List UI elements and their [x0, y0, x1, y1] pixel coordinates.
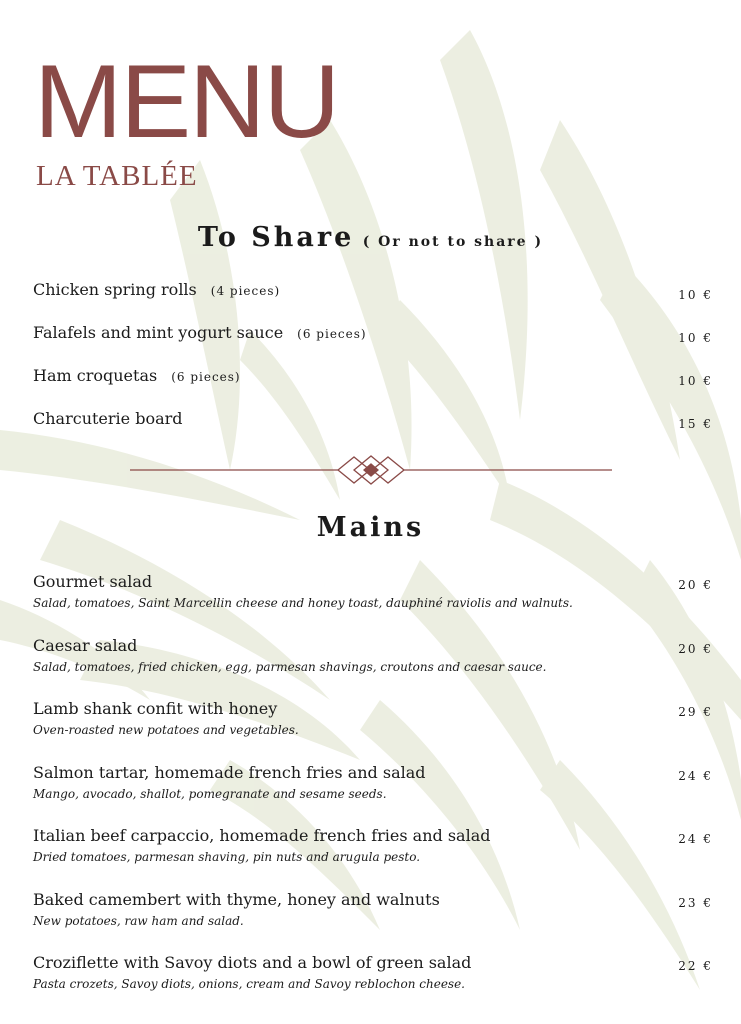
- main-item: [33, 636, 713, 700]
- main-item-name: Baked camembert with thyme, honey and walnuts: [33, 889, 440, 909]
- section-divider: [130, 455, 612, 485]
- share-item-qty: (4 pieces): [210, 284, 281, 298]
- main-item-price: 24 €: [678, 768, 713, 783]
- main-item-description: New potatoes, raw ham and salad.: [33, 913, 244, 928]
- mains-list: [33, 572, 713, 1017]
- mains-title: Mains: [316, 512, 425, 543]
- main-item: [33, 572, 713, 636]
- mains-heading: [0, 512, 741, 543]
- main-item-description: Salad, tomatoes, Saint Marcellin cheese and honey toast, dauphiné raviolis and walnuts.: [33, 596, 573, 610]
- main-item-name: Gourmet salad: [33, 572, 153, 591]
- to-share-heading: [0, 222, 741, 253]
- main-item-description: Oven-roasted new potatoes and vegetables.: [33, 723, 299, 737]
- to-share-list: [33, 280, 713, 452]
- share-item-name: Falafels and mint yogurt sauce: [33, 323, 284, 342]
- share-item-price: 10 €: [678, 331, 713, 345]
- share-item-price: 10 €: [678, 288, 713, 302]
- main-item-name: Salmon tartar, homemade french fries and salad: [33, 762, 426, 782]
- main-item: [33, 763, 713, 827]
- main-item-name: Caesar salad: [33, 635, 138, 655]
- main-item: [33, 953, 713, 1017]
- main-item-description: Pasta crozets, Savoy diots, onions, cream and Savoy reblochon cheese.: [33, 977, 465, 991]
- main-item-name: Italian beef carpaccio, homemade french fries and salad: [33, 826, 491, 845]
- restaurant-name: LA TABLÉE: [36, 160, 198, 192]
- diamond-ornament-icon: [338, 456, 404, 484]
- main-item-price: 23 €: [678, 895, 713, 910]
- menu-title: MENU: [34, 44, 339, 160]
- share-item: [33, 366, 713, 409]
- share-item: [33, 323, 713, 366]
- main-item-price: 22 €: [678, 959, 713, 973]
- main-item-price: 20 €: [678, 578, 713, 592]
- main-item-name: Croziflette with Savoy diots and a bowl of green salad: [33, 953, 472, 972]
- share-item-qty: (6 pieces): [297, 327, 367, 341]
- share-item: [33, 409, 713, 452]
- main-item-price: 20 €: [678, 641, 713, 656]
- share-item-name: Charcuterie board: [33, 409, 183, 428]
- to-share-note: ( Or not to share ): [362, 234, 544, 250]
- share-item-name: Ham croquetas: [33, 366, 158, 385]
- main-item-name: Lamb shank confit with honey: [33, 699, 278, 718]
- main-item-description: Dried tomatoes, parmesan shaving, pin nuts and arugula pesto.: [33, 850, 421, 864]
- share-item: [33, 280, 713, 323]
- share-item-price: 15 €: [678, 417, 713, 431]
- main-item-description: Mango, avocado, shallot, pomegranate and sesame seeds.: [33, 786, 387, 801]
- main-item: [33, 699, 713, 763]
- share-item-qty: (6 pieces): [171, 370, 241, 384]
- main-item-description: Salad, tomatoes, fried chicken, egg, parmesan shavings, croutons and caesar sauce.: [33, 659, 547, 674]
- main-item: [33, 826, 713, 890]
- share-item-price: 10 €: [678, 374, 713, 388]
- main-item-price: 24 €: [678, 832, 713, 846]
- main-item: [33, 890, 713, 954]
- main-item-price: 29 €: [678, 705, 713, 719]
- share-item-name: Chicken spring rolls: [33, 280, 197, 299]
- to-share-title: To Share: [197, 222, 355, 253]
